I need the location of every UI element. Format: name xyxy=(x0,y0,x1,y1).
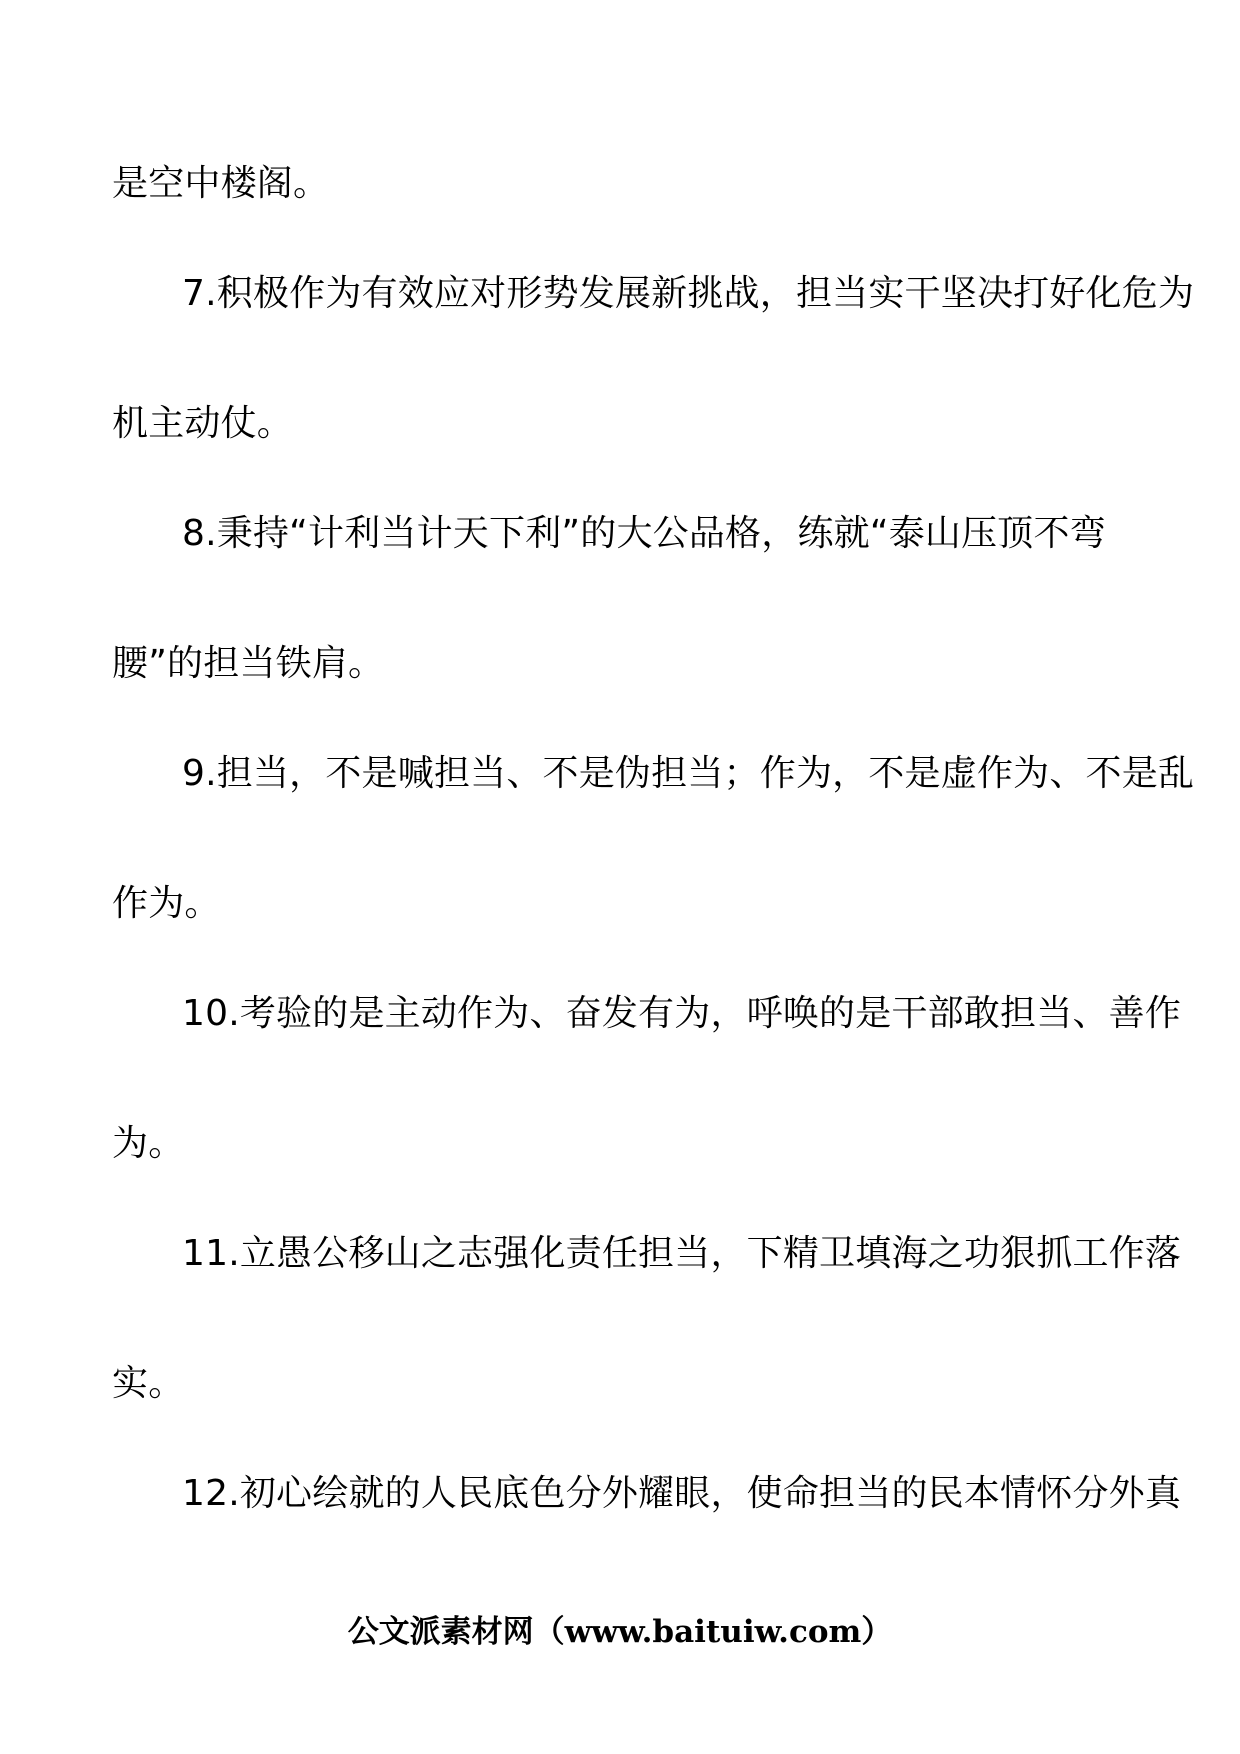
paragraph-line: 8.秉持“计利当计天下利”的大公品格，练就“泰山压顶不弯 xyxy=(182,513,1106,554)
paragraph-line: 11.立愚公移山之志强化责任担当，下精卫填海之功狠抓工作落 xyxy=(182,1233,1182,1274)
paragraph-line: 10.考验的是主动作为、奋发有为，呼唤的是干部敢担当、善作 xyxy=(182,993,1182,1034)
paragraph-line: 是空中楼阁。 xyxy=(112,163,330,204)
paragraph-line: 实。 xyxy=(112,1363,185,1404)
page-footer: 公文派素材网（www.baituiw.com） xyxy=(347,1614,893,1650)
paragraph-line: 作为。 xyxy=(112,883,221,924)
paragraph-line: 机主动仗。 xyxy=(112,403,294,444)
paragraph-line: 12.初心绘就的人民底色分外耀眼，使命担当的民本情怀分外真 xyxy=(182,1473,1182,1514)
paragraph-line: 腰”的担当铁肩。 xyxy=(112,643,385,684)
paragraph-line: 7.积极作为有效应对形势发展新挑战，担当实干坚决打好化危为 xyxy=(182,273,1195,314)
paragraph-line: 9.担当，不是喊担当、不是伪担当；作为，不是虚作为、不是乱 xyxy=(182,753,1195,794)
paragraph-line: 为。 xyxy=(112,1123,185,1164)
